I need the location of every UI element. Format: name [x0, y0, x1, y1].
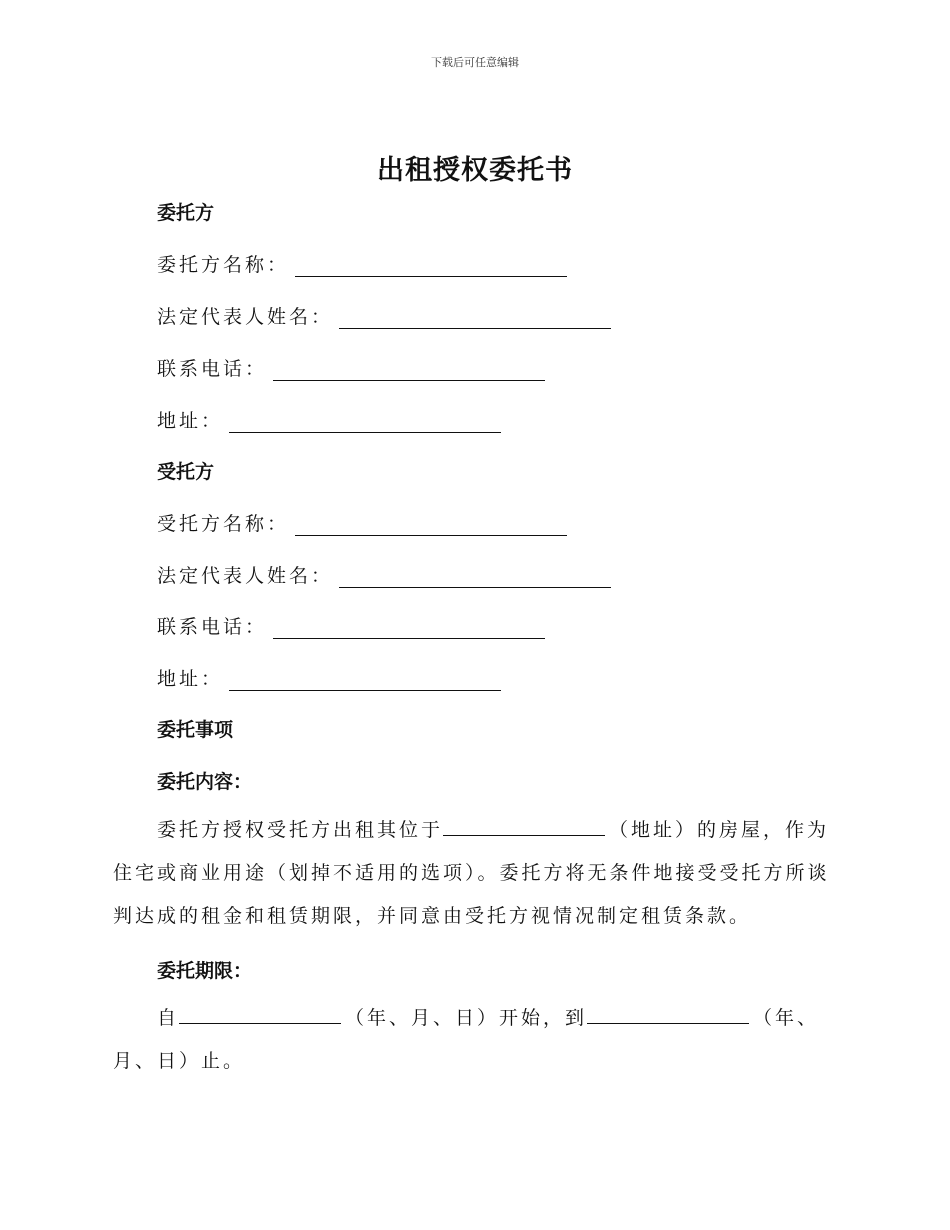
content-heading: 委托内容： [157, 771, 253, 793]
principal-name-blank[interactable] [295, 256, 567, 277]
end-date-blank[interactable] [587, 1005, 749, 1024]
agent-rep-blank[interactable] [339, 567, 611, 588]
principal-heading: 委托方 [157, 202, 215, 224]
term-paragraph [113, 997, 833, 1083]
principal-address-blank[interactable] [229, 412, 501, 433]
agent-address-label: 地址： [157, 668, 224, 690]
document-title: 出租授权委托书 [377, 155, 573, 186]
agent-name-field [157, 509, 567, 536]
agent-rep-label: 法定代表人姓名： [157, 565, 334, 587]
start-date-blank[interactable] [179, 1005, 341, 1024]
term-part1: 自 [157, 1007, 180, 1029]
principal-phone-field [157, 354, 545, 381]
agent-name-label: 受托方名称： [157, 513, 290, 535]
agent-address-field [157, 664, 501, 691]
principal-address-label: 地址： [157, 410, 224, 432]
term-part3: （年、月、日）止。 [113, 1007, 820, 1072]
principal-name-label: 委托方名称： [157, 254, 290, 276]
principal-rep-field [157, 302, 611, 329]
principal-address-field [157, 406, 501, 433]
principal-name-field [157, 250, 567, 277]
agent-rep-field [157, 561, 611, 588]
principal-phone-blank[interactable] [273, 360, 545, 381]
agent-address-blank[interactable] [229, 670, 501, 691]
principal-rep-label: 法定代表人姓名： [157, 306, 334, 328]
agent-phone-label: 联系电话： [157, 616, 268, 638]
agent-heading: 受托方 [157, 461, 215, 483]
agent-phone-field [157, 612, 545, 639]
content-part1: 委托方授权受托方出租其位于 [157, 819, 444, 841]
agent-name-blank[interactable] [295, 515, 567, 536]
content-part2: （地址）的房屋，作为住宅或商业用途（划掉不适用的选项）。委托方将无条件地接受受托方所谈判达成的租金和租赁期限，并同意由受托方视情况制定租赁条款。 [113, 819, 830, 927]
term-heading: 委托期限： [157, 960, 253, 982]
matters-heading: 委托事项 [157, 719, 234, 741]
content-paragraph [113, 809, 833, 938]
principal-rep-blank[interactable] [339, 308, 611, 329]
principal-phone-label: 联系电话： [157, 358, 268, 380]
agent-phone-blank[interactable] [273, 618, 545, 639]
header-note: 下载后可任意编辑 [431, 56, 519, 69]
property-address-blank[interactable] [443, 817, 605, 836]
term-part2: （年、月、日）开始，到 [345, 1007, 588, 1029]
